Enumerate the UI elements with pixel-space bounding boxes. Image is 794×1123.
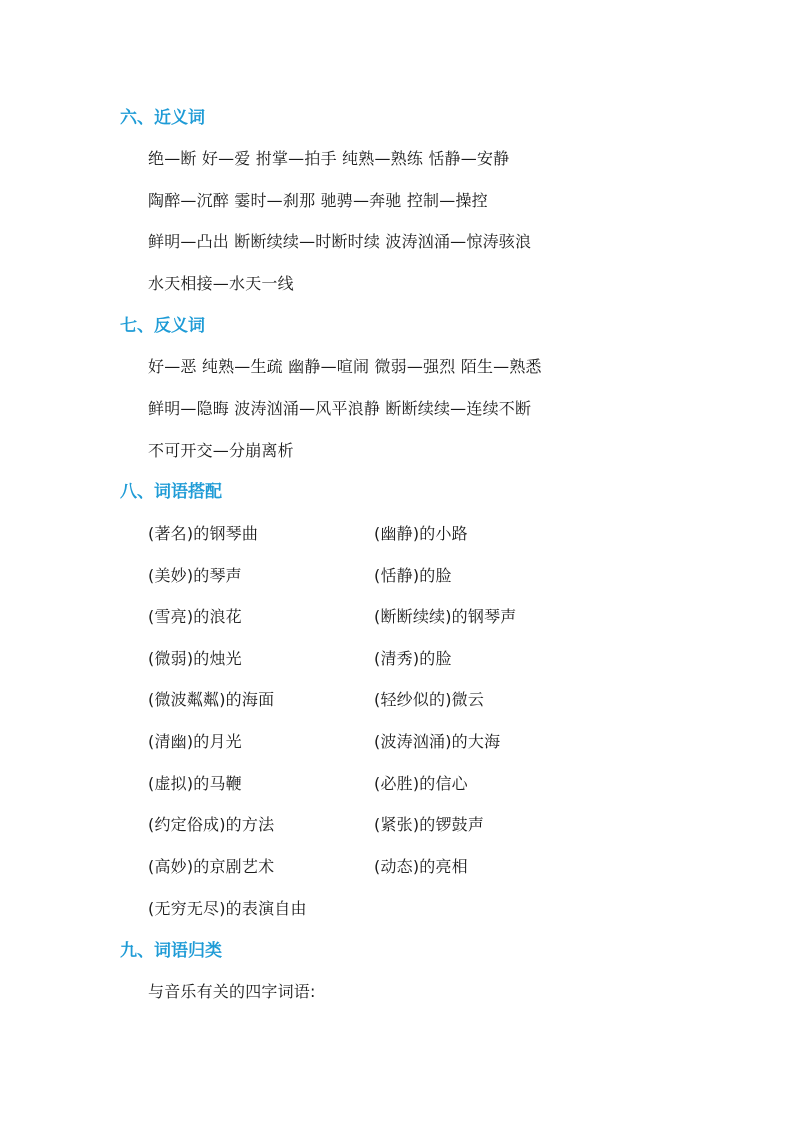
classification-line: 与音乐有关的四字词语: <box>148 982 316 1001</box>
collocation-left: (清幽)的月光 <box>148 732 242 751</box>
collocation-right: (动态)的亮相 <box>374 857 468 876</box>
collocation-left: (微弱)的烛光 <box>148 649 242 668</box>
collocation-left: (著名)的钢琴曲 <box>148 524 259 543</box>
collocation-right: (恬静)的脸 <box>374 566 452 585</box>
section-title-synonyms: 六、近义词 <box>120 108 205 128</box>
section-title-classification: 九、词语归类 <box>120 941 222 961</box>
collocation-right: (清秀)的脸 <box>374 649 452 668</box>
synonyms-line: 鲜明—凸出 断断续续—时断时续 波涛汹涌—惊涛骇浪 <box>148 232 532 251</box>
synonyms-line: 绝—断 好—爱 拊掌—拍手 纯熟—熟练 恬静—安静 <box>148 149 510 168</box>
collocation-right: (幽静)的小路 <box>374 524 468 543</box>
collocation-left: (雪亮)的浪花 <box>148 607 242 626</box>
collocation-right: (轻纱似的)微云 <box>374 690 485 709</box>
collocation-right: (波涛汹涌)的大海 <box>374 732 501 751</box>
section-title-collocations: 八、词语搭配 <box>120 482 222 502</box>
collocation-left: (美妙)的琴声 <box>148 566 242 585</box>
collocation-left: (高妙)的京剧艺术 <box>148 857 275 876</box>
antonyms-line: 不可开交—分崩离析 <box>148 441 294 460</box>
synonyms-line: 陶醉—沉醉 霎时—刹那 驰骋—奔驰 控制—操控 <box>148 191 488 210</box>
antonyms-line: 鲜明—隐晦 波涛汹涌—风平浪静 断断续续—连续不断 <box>148 399 532 418</box>
collocation-left: (无穷无尽)的表演自由 <box>148 899 307 918</box>
collocation-left: (微波粼粼)的海面 <box>148 690 275 709</box>
synonyms-line: 水天相接—水天一线 <box>148 274 294 293</box>
collocation-right: (必胜)的信心 <box>374 774 468 793</box>
collocation-left: (约定俗成)的方法 <box>148 815 275 834</box>
antonyms-line: 好—恶 纯熟—生疏 幽静—喧闹 微弱—强烈 陌生—熟悉 <box>148 357 542 376</box>
collocation-right: (断断续续)的钢琴声 <box>374 607 517 626</box>
collocation-right: (紧张)的锣鼓声 <box>374 815 485 834</box>
collocation-left: (虚拟)的马鞭 <box>148 774 242 793</box>
section-title-antonyms: 七、反义词 <box>120 316 205 336</box>
